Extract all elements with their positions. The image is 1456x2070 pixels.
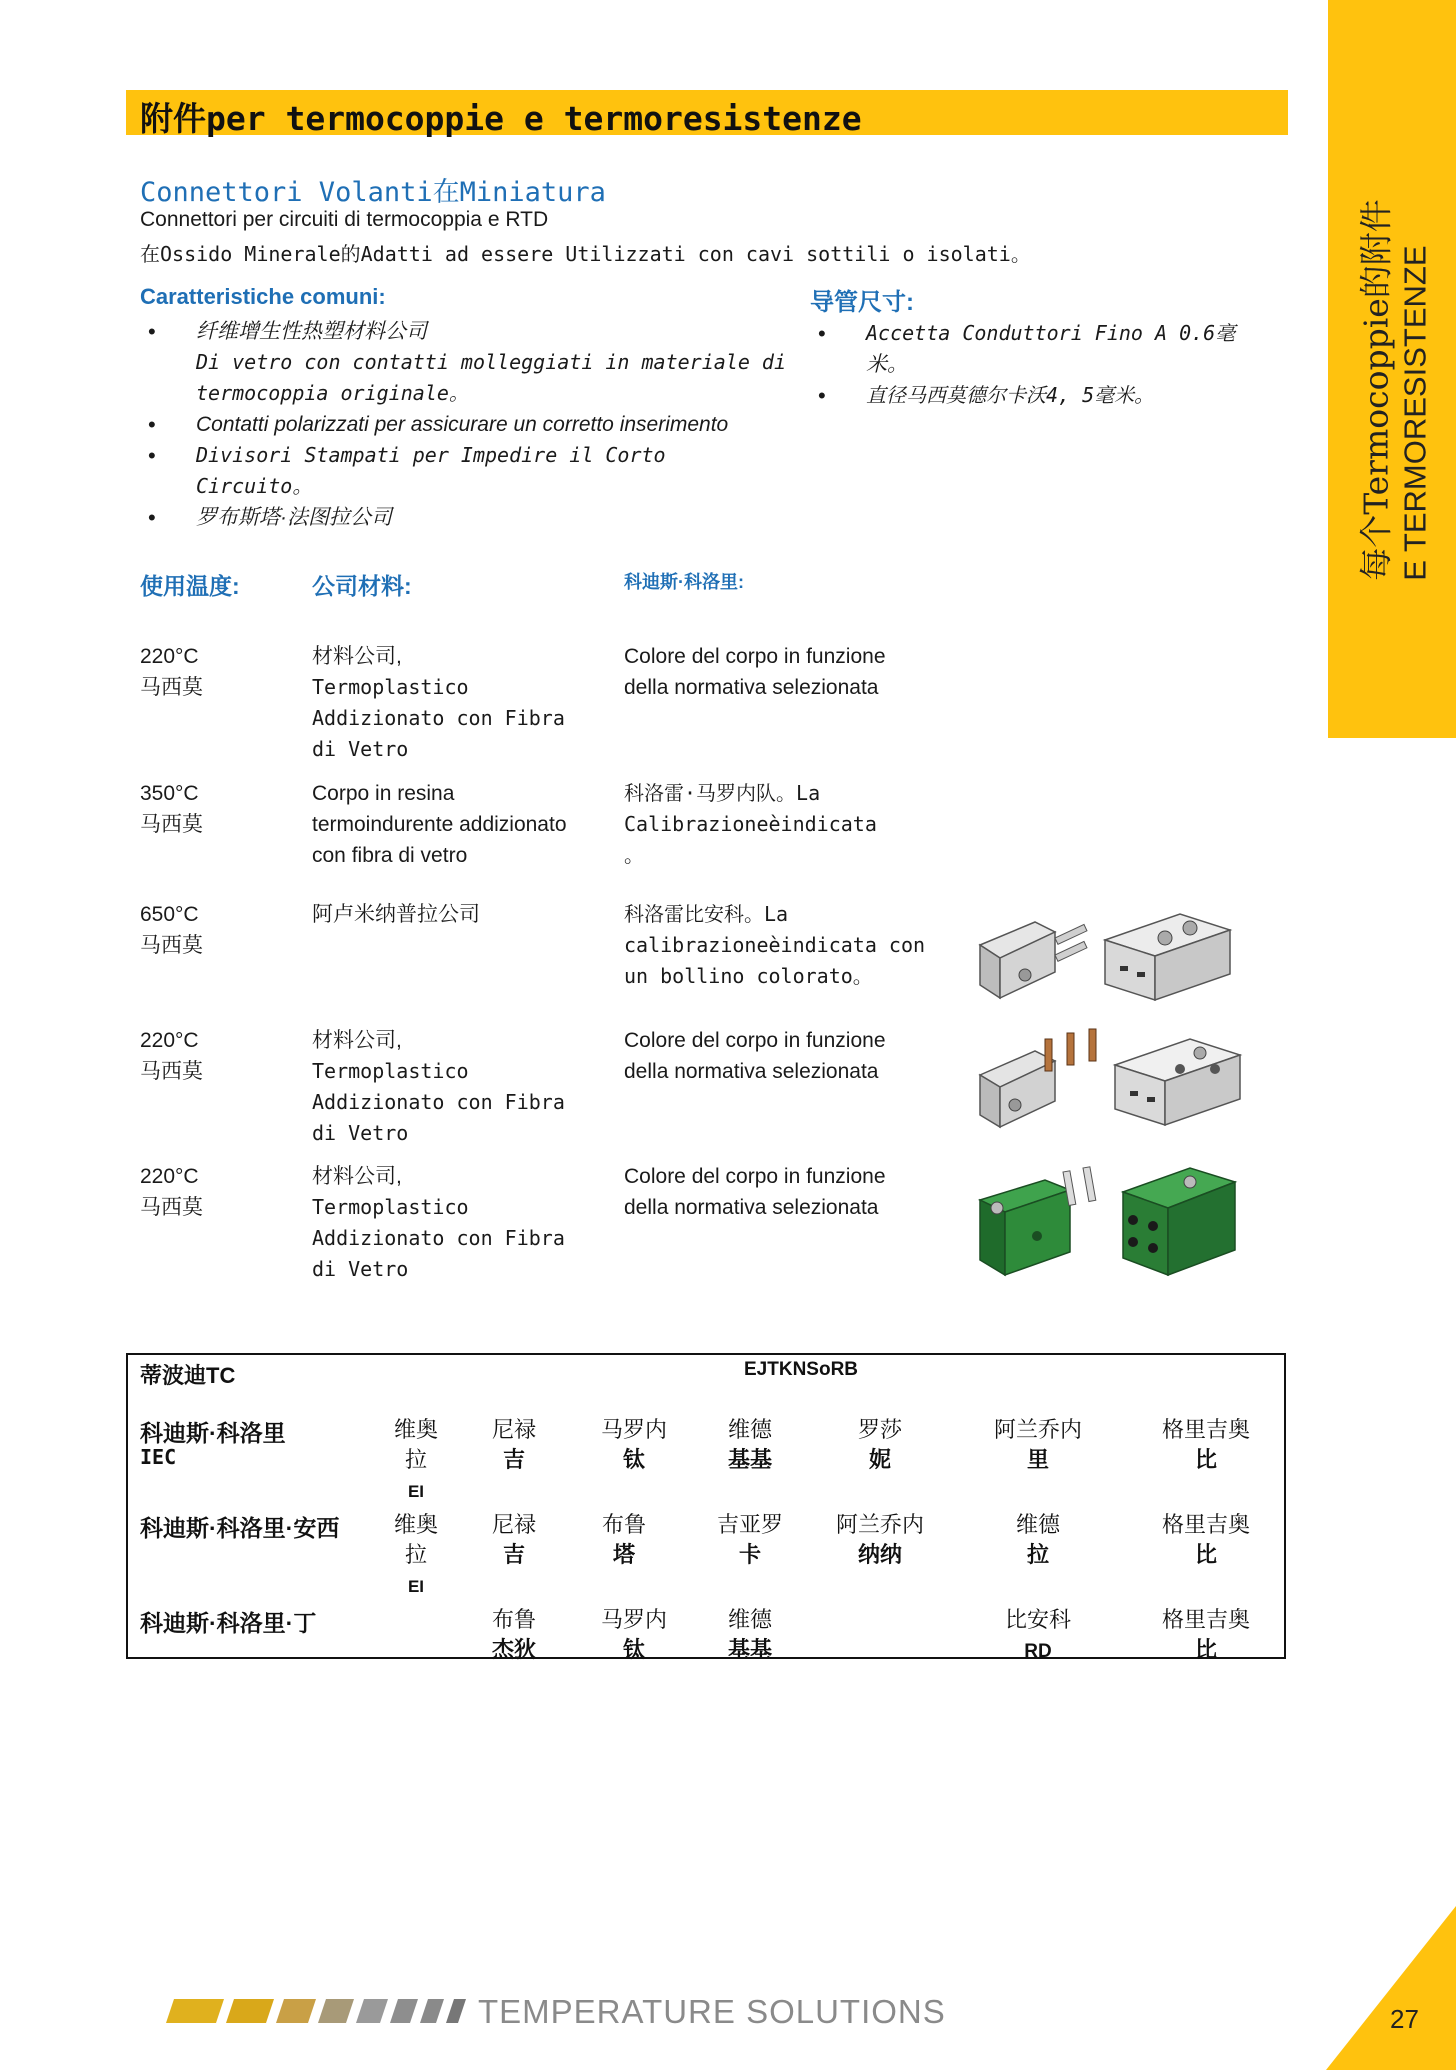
color-cell: Colore del corpo in funzione della normativa selezionata bbox=[624, 645, 886, 699]
female-connector bbox=[1115, 1039, 1240, 1125]
table-cell: 尼禄 吉 bbox=[491, 1512, 537, 1567]
conduit-list bbox=[810, 318, 1270, 411]
temperature-note: 马西莫 bbox=[140, 1060, 203, 1083]
female-connector bbox=[1105, 914, 1230, 1000]
female-connector bbox=[1123, 1168, 1235, 1275]
temperature-value: 220°C bbox=[140, 1029, 199, 1052]
side-tab-line1: 每个Termocoppie的附件 bbox=[1356, 199, 1396, 581]
temperature-value: 220°C bbox=[140, 1165, 199, 1188]
section-subtitle: Connettori per circuiti di termocoppia e RTD bbox=[140, 208, 549, 231]
color-cell: Colore del corpo in funzione della normativa selezionata bbox=[624, 1165, 886, 1219]
side-tab-text bbox=[1351, 199, 1434, 581]
temperature-value: 350°C bbox=[140, 782, 199, 805]
material-cell: 材料公司, Termoplastico Addizionato con Fibra di Vetro bbox=[312, 645, 565, 761]
green-connector-image bbox=[975, 1160, 1245, 1285]
temperature-note: 马西莫 bbox=[140, 676, 203, 699]
color-cell: 科洛雷比安科。La calibrazioneèindicata con un bollino colorato。 bbox=[624, 902, 926, 988]
material-cell: Corpo in resina termoindurente addizionato con fibra di vetro bbox=[312, 782, 567, 867]
temperature-value: 650°C bbox=[140, 903, 199, 926]
table-cell: 尼禄 吉 bbox=[491, 1417, 537, 1472]
side-tab-line2: E TERMORESISTENZE bbox=[1397, 245, 1433, 581]
temperature-note: 马西莫 bbox=[140, 813, 203, 836]
list-item: • 罗布斯塔·法图拉公司 bbox=[140, 502, 800, 533]
table-row-label-sub: IEC bbox=[140, 1445, 177, 1469]
table-cell: 维奥 拉 EI bbox=[393, 1512, 439, 1596]
table-row bbox=[140, 1161, 203, 1223]
material-cell: 阿卢米纳普拉公司 bbox=[312, 903, 480, 926]
male-connector bbox=[980, 1167, 1096, 1275]
white-brown-pin-connector-image bbox=[975, 1025, 1245, 1135]
table-cell: 维德 基基 bbox=[727, 1607, 773, 1662]
section-title: Connettori Volanti在Miniatura bbox=[140, 177, 606, 208]
conduit-heading: 导管尺寸: bbox=[810, 289, 914, 316]
table-row bbox=[140, 1025, 203, 1087]
column-header-color: 科迪斯·科洛里: bbox=[624, 572, 744, 592]
table-cell: 吉亚罗 卡 bbox=[716, 1512, 784, 1567]
table-cell: 格里吉奥 比 bbox=[1161, 1512, 1251, 1567]
column-header-material: 公司材料: bbox=[312, 573, 412, 599]
color-cell: Colore del corpo in funzione della normativa selezionata bbox=[624, 1029, 886, 1083]
page-number: 27 bbox=[1390, 2004, 1419, 2034]
male-connector bbox=[980, 922, 1087, 998]
list-item: • Contatti polarizzati per assicurare un corretto inserimento bbox=[140, 409, 800, 440]
page-header-title: 附件per termocoppie e termoresistenze bbox=[140, 99, 862, 138]
list-item: • 直径马西莫德尔卡沃4, 5毫米。 bbox=[810, 380, 1270, 411]
side-tab bbox=[1328, 0, 1456, 738]
table-cell: 维德 基基 bbox=[727, 1417, 773, 1472]
temperature-value: 220°C bbox=[140, 645, 199, 668]
table-row-label: 科迪斯·科洛里 bbox=[140, 1420, 286, 1446]
table-row-label: 科迪斯·科洛里·安西 bbox=[140, 1515, 340, 1541]
white-connector-image bbox=[975, 900, 1235, 1010]
table-header-left: 蒂波迪TC bbox=[140, 1363, 236, 1388]
table-header-center: EJTKNSoRB bbox=[744, 1359, 859, 1380]
section-description: 在Ossido Minerale的Adatti ad essere Utilizzati con cavi sottili o isolati。 bbox=[140, 242, 1031, 266]
footer-brand-text: TEMPERATURE SOLUTIONS bbox=[478, 1993, 946, 2030]
table-row bbox=[140, 778, 203, 840]
page-header-bar bbox=[126, 90, 1288, 138]
list-item: • 纤维增生性热塑材料公司 Di vetro con contatti molleggiati in materiale di termocoppia originale。 bbox=[140, 316, 800, 409]
table-cell: 布鲁 杰狄 bbox=[491, 1607, 537, 1662]
temperature-note: 马西莫 bbox=[140, 1196, 203, 1219]
table-row bbox=[140, 899, 203, 961]
features-heading: Caratteristiche comuni: bbox=[140, 284, 386, 309]
color-cell: 科洛雷·马罗内队。La Calibrazioneèindicata 。 bbox=[624, 781, 877, 867]
table-cell: 布鲁 塔 bbox=[601, 1512, 647, 1567]
table-cell: 维德 拉 bbox=[1015, 1512, 1061, 1567]
material-cell: 材料公司, Termoplastico Addizionato con Fibra di Vetro bbox=[312, 1029, 565, 1145]
table-cell: 格里吉奥 比 bbox=[1161, 1417, 1251, 1472]
table-row-label: 科迪斯·科洛里·丁 bbox=[140, 1610, 317, 1636]
table-cell: 维奥 拉 EI bbox=[393, 1417, 439, 1501]
table-cell: 格里吉奥 比 bbox=[1161, 1607, 1251, 1662]
table-row bbox=[140, 641, 203, 703]
list-item: • Accetta Conduttori Fino A 0.6毫 米。 bbox=[810, 318, 1270, 380]
list-item: • Divisori Stampati per Impedire il Corto Circuito。 bbox=[140, 440, 800, 502]
footer-stripes-logo bbox=[166, 1996, 476, 2026]
table-cell: 罗莎 妮 bbox=[857, 1417, 903, 1472]
material-cell: 材料公司, Termoplastico Addizionato con Fibra di Vetro bbox=[312, 1165, 565, 1281]
features-list bbox=[140, 316, 800, 533]
male-connector bbox=[980, 1029, 1096, 1127]
table-cell: 马罗内 钛 bbox=[600, 1417, 668, 1472]
table-cell: 比安科 RD bbox=[1004, 1607, 1072, 1662]
table-cell: 马罗内 钛 bbox=[600, 1607, 668, 1662]
table-cell: 阿兰乔内 纳纳 bbox=[835, 1512, 925, 1567]
column-header-temperature: 使用温度: bbox=[140, 573, 240, 599]
thermocouple-color-table bbox=[126, 1353, 1286, 1662]
table-cell: 阿兰乔内 里 bbox=[993, 1417, 1083, 1472]
temperature-note: 马西莫 bbox=[140, 934, 203, 957]
page-corner-triangle bbox=[1326, 1906, 1456, 2070]
